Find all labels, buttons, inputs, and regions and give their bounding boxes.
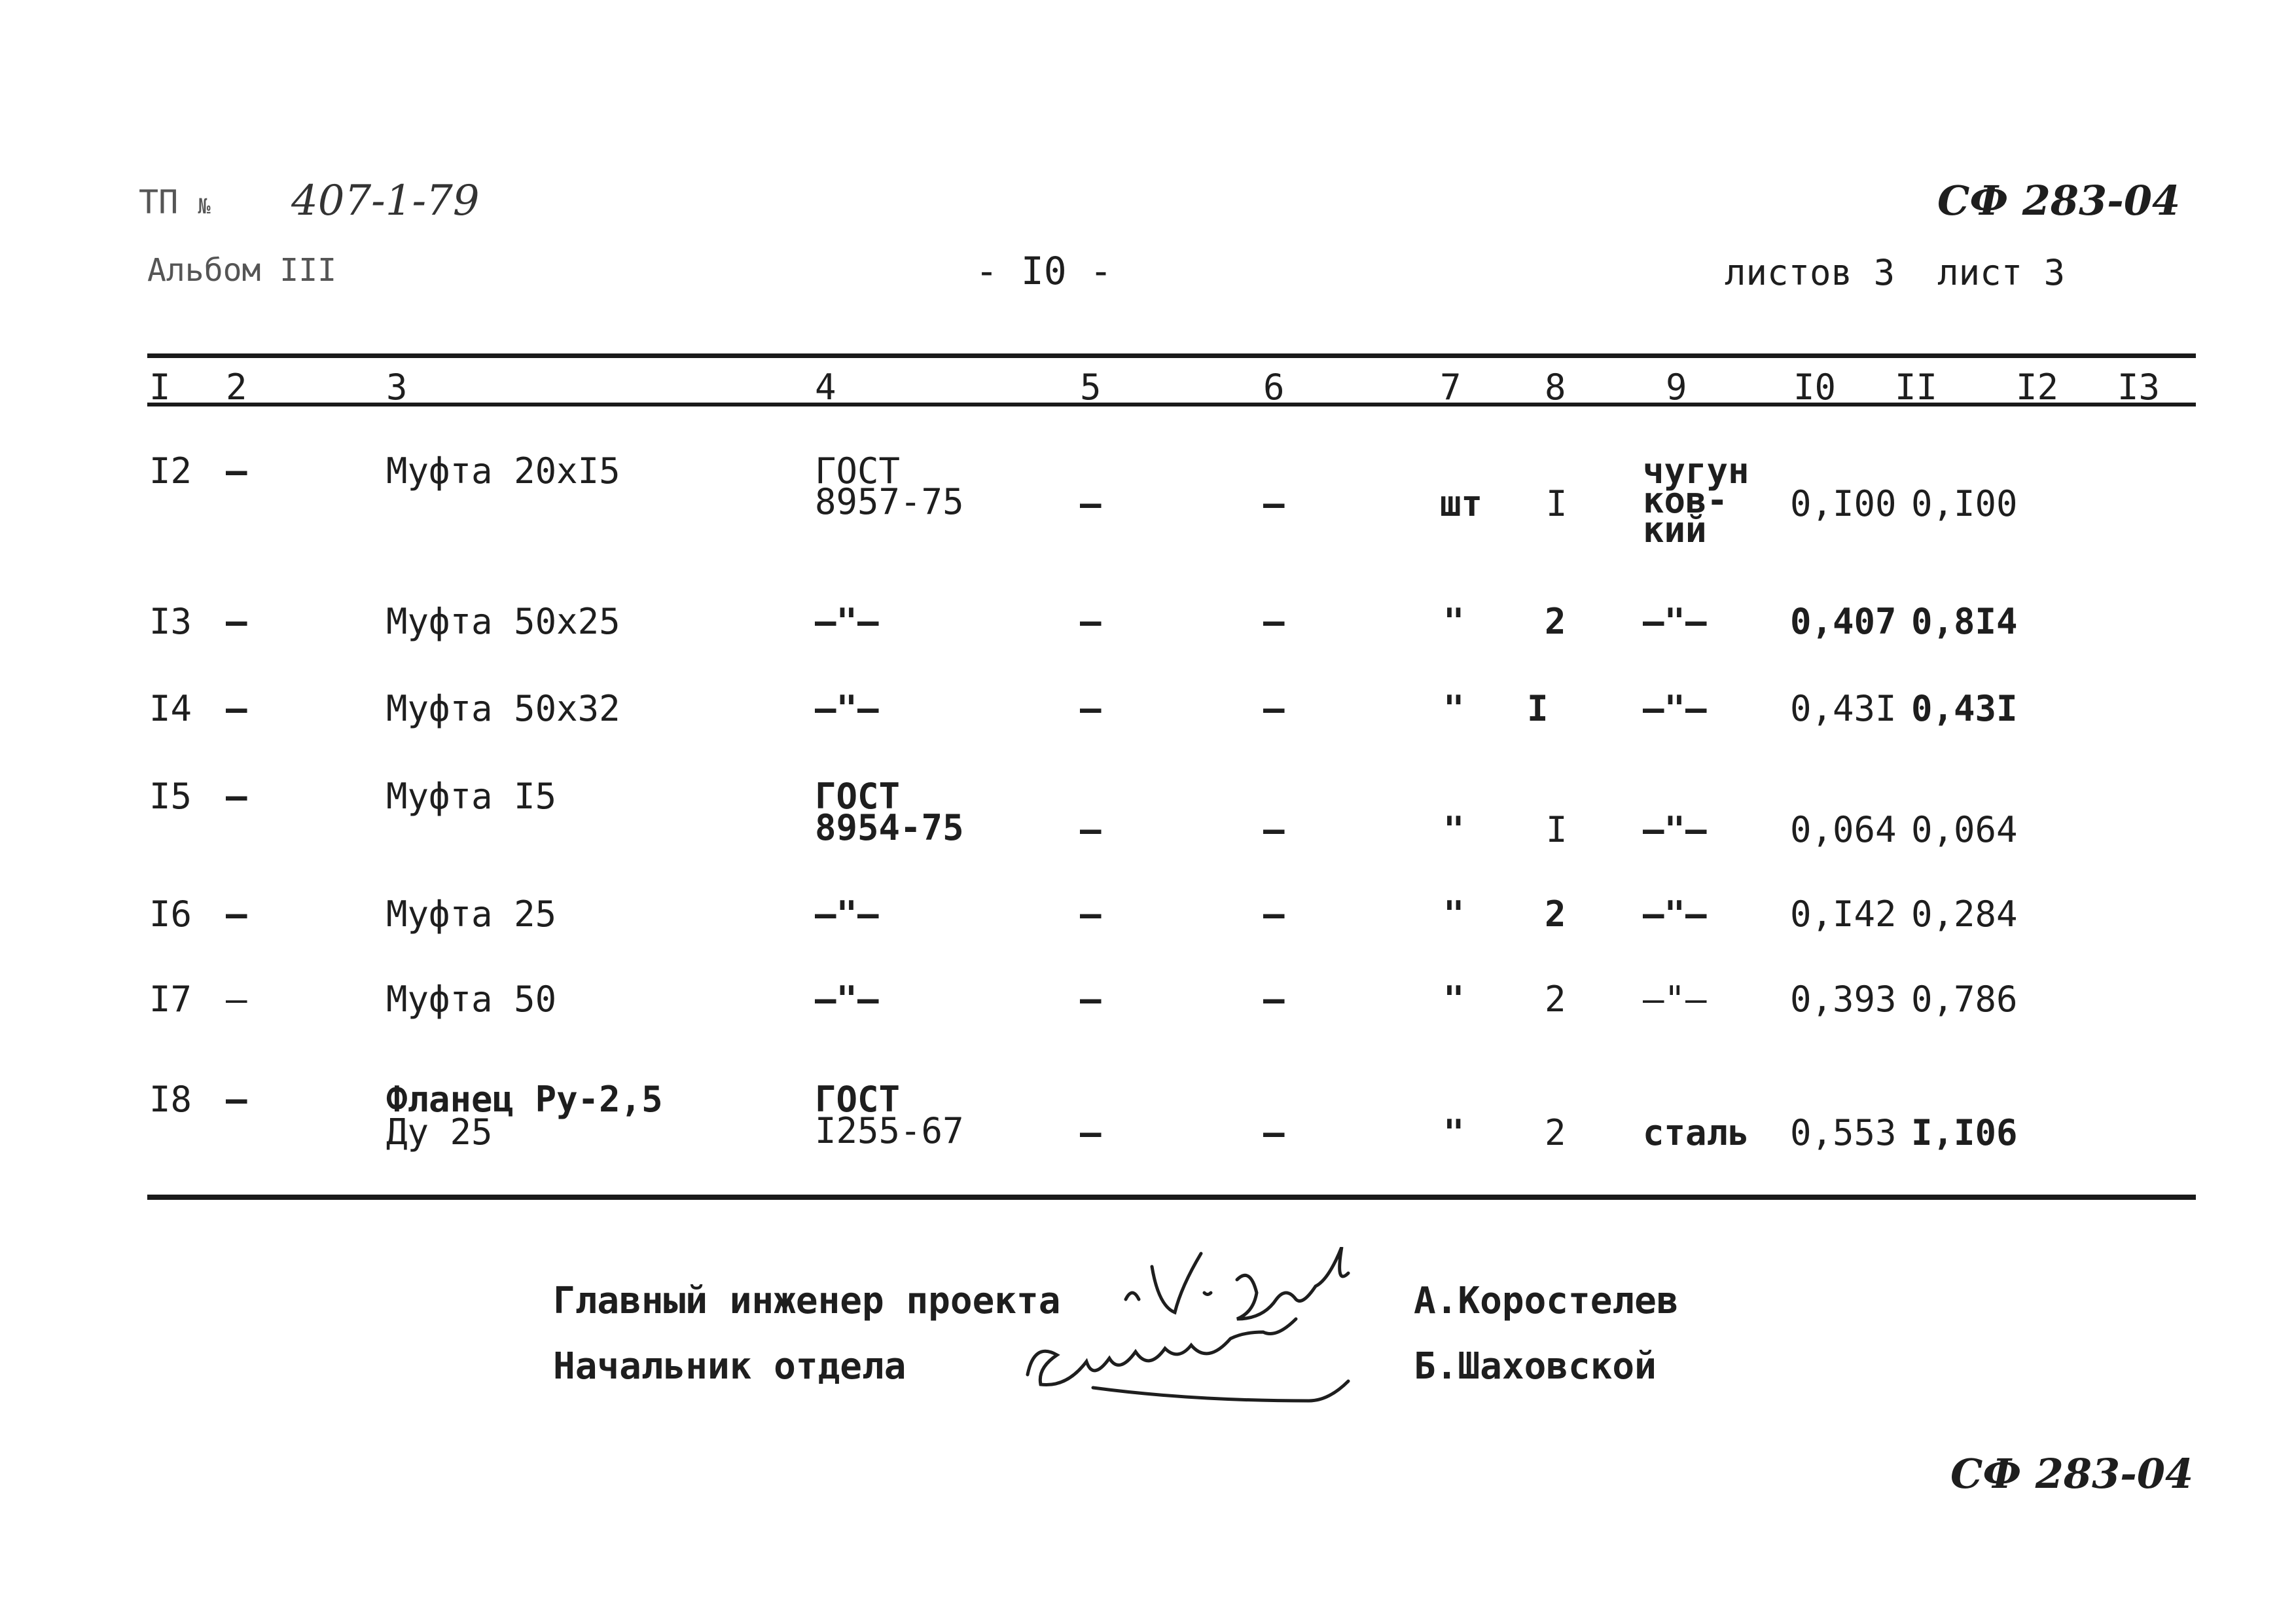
cell-column-6: –	[1263, 601, 1285, 642]
cell-material: –"–	[1643, 979, 1707, 1020]
cell-column-2: –	[226, 893, 247, 935]
cell-document: 8954-75	[815, 807, 964, 848]
cell-unit: "	[1443, 688, 1465, 729]
cell-quantity: 2	[1545, 979, 1566, 1020]
cell-mass-unit: 0,393	[1790, 979, 1897, 1020]
cell-mass-unit: 0,407	[1790, 601, 1897, 642]
cell-column-2: –	[226, 1079, 247, 1120]
cell-quantity: I	[1546, 483, 1568, 524]
col-header-12: I2	[2016, 367, 2059, 408]
cell-material: чугун	[1643, 450, 1749, 492]
cell-position: I7	[149, 979, 192, 1020]
cell-name: Муфта 50	[386, 979, 557, 1020]
cell-column-5: –	[1080, 809, 1102, 850]
cell-unit: "	[1443, 979, 1465, 1020]
cell-document: 8957-75	[815, 481, 964, 522]
cell-mass-unit: 0,553	[1790, 1112, 1897, 1153]
col-header-8: 8	[1545, 367, 1566, 408]
cell-name: Фланец Ру-2,5	[386, 1079, 663, 1120]
col-header-5: 5	[1080, 367, 1102, 408]
cell-name: Муфта 20хI5	[386, 450, 620, 492]
department-head-signature	[1014, 1316, 1368, 1407]
cell-mass-total: 0,786	[1911, 979, 2018, 1020]
cell-column-6: –	[1263, 1112, 1285, 1153]
cell-column-2: –	[226, 450, 247, 492]
cell-document: ГОСТ	[815, 776, 901, 817]
project-number: 407-1-79	[291, 177, 480, 225]
cell-column-2: –	[226, 979, 247, 1020]
cell-column-5: –	[1080, 483, 1102, 524]
col-header-4: 4	[815, 367, 836, 408]
cell-column-2: –	[226, 688, 247, 729]
table-header-rule	[147, 403, 2196, 406]
cell-column-6: –	[1263, 483, 1285, 524]
cell-mass-unit: 0,43I	[1790, 688, 1897, 729]
col-header-10: I0	[1793, 367, 1837, 408]
cell-quantity: 2	[1545, 893, 1566, 935]
cell-material: –"–	[1643, 601, 1707, 642]
cell-document: –"–	[815, 601, 879, 642]
col-header-7: 7	[1440, 367, 1462, 408]
cell-column-6: –	[1263, 979, 1285, 1020]
cell-column-6: –	[1263, 809, 1285, 850]
cell-mass-total: 0,8I4	[1911, 601, 2018, 642]
table-bottom-rule	[147, 1195, 2196, 1200]
cell-material: –"–	[1643, 809, 1707, 850]
cell-column-5: –	[1080, 893, 1102, 935]
cell-document: ГОСТ	[815, 450, 901, 492]
cell-column-2: –	[226, 776, 247, 817]
chief-engineer-label: Главный инженер проекта	[553, 1280, 1061, 1322]
cell-name: Муфта I5	[386, 776, 557, 817]
col-header-9: 9	[1666, 367, 1687, 408]
cell-mass-total: 0,064	[1911, 809, 2018, 850]
cell-position: I3	[149, 601, 192, 642]
album-label: Альбом III	[147, 252, 336, 289]
cell-unit: "	[1443, 893, 1465, 935]
cell-column-6: –	[1263, 893, 1285, 935]
cell-material: кий	[1643, 509, 1707, 550]
cell-unit: "	[1443, 601, 1465, 642]
cell-mass-total: I,I06	[1911, 1112, 2018, 1153]
cell-quantity: 2	[1545, 601, 1566, 642]
cell-material: –"–	[1643, 893, 1707, 935]
cell-name: Муфта 25	[386, 893, 557, 935]
cell-quantity: 2	[1545, 1112, 1566, 1153]
cell-position: I4	[149, 688, 192, 729]
col-header-1: I	[149, 367, 171, 408]
cell-quantity: I	[1546, 809, 1568, 850]
cell-unit: шт	[1440, 483, 1483, 524]
cell-mass-unit: 0,064	[1790, 809, 1897, 850]
col-header-11: II	[1895, 367, 1938, 408]
cell-mass-total: 0,43I	[1911, 688, 2018, 729]
sheet-info: листов 3 лист 3	[1725, 252, 2066, 293]
cell-column-5: –	[1080, 688, 1102, 729]
cell-name: Муфта 50х25	[386, 601, 620, 642]
cell-unit: "	[1443, 1112, 1465, 1153]
cell-position: I6	[149, 893, 192, 935]
cell-mass-unit: 0,I42	[1790, 893, 1897, 935]
cell-material: сталь	[1643, 1112, 1749, 1153]
cell-position: I2	[149, 450, 192, 492]
series-label: ТП №	[139, 183, 211, 221]
cell-material: –"–	[1643, 688, 1707, 729]
cell-document: I255-67	[815, 1110, 964, 1151]
cell-document: ГОСТ	[815, 1079, 901, 1120]
cell-mass-unit: 0,I00	[1790, 483, 1897, 524]
department-head-name: Б.Шаховской	[1414, 1345, 1657, 1388]
cell-column-5: –	[1080, 1112, 1102, 1153]
cell-column-5: –	[1080, 601, 1102, 642]
cell-document: –"–	[815, 688, 879, 729]
cell-quantity: I	[1527, 688, 1549, 729]
table-top-rule	[147, 353, 2196, 358]
col-header-13: I3	[2117, 367, 2161, 408]
cell-mass-total: 0,I00	[1911, 483, 2018, 524]
cell-unit: "	[1443, 809, 1465, 850]
cell-name: Ду 25	[386, 1111, 493, 1153]
document-code-bottom: СФ 283-04	[1950, 1450, 2194, 1498]
page-number: - I0 -	[975, 249, 1113, 293]
cell-column-2: –	[226, 601, 247, 642]
cell-position: I8	[149, 1079, 192, 1120]
chief-engineer-name: А.Коростелев	[1414, 1280, 1679, 1322]
cell-document: –"–	[815, 893, 879, 935]
col-header-2: 2	[226, 367, 247, 408]
col-header-6: 6	[1263, 367, 1285, 408]
cell-column-5: –	[1080, 979, 1102, 1020]
cell-name: Муфта 50х32	[386, 688, 620, 729]
department-head-label: Начальник отдела	[553, 1345, 906, 1388]
col-header-3: 3	[386, 367, 408, 408]
document-code-top: СФ 283-04	[1937, 177, 2181, 225]
cell-column-6: –	[1263, 688, 1285, 729]
cell-document: –"–	[815, 979, 879, 1020]
cell-mass-total: 0,284	[1911, 893, 2018, 935]
cell-position: I5	[149, 776, 192, 817]
cell-material: ков-	[1643, 480, 1729, 521]
